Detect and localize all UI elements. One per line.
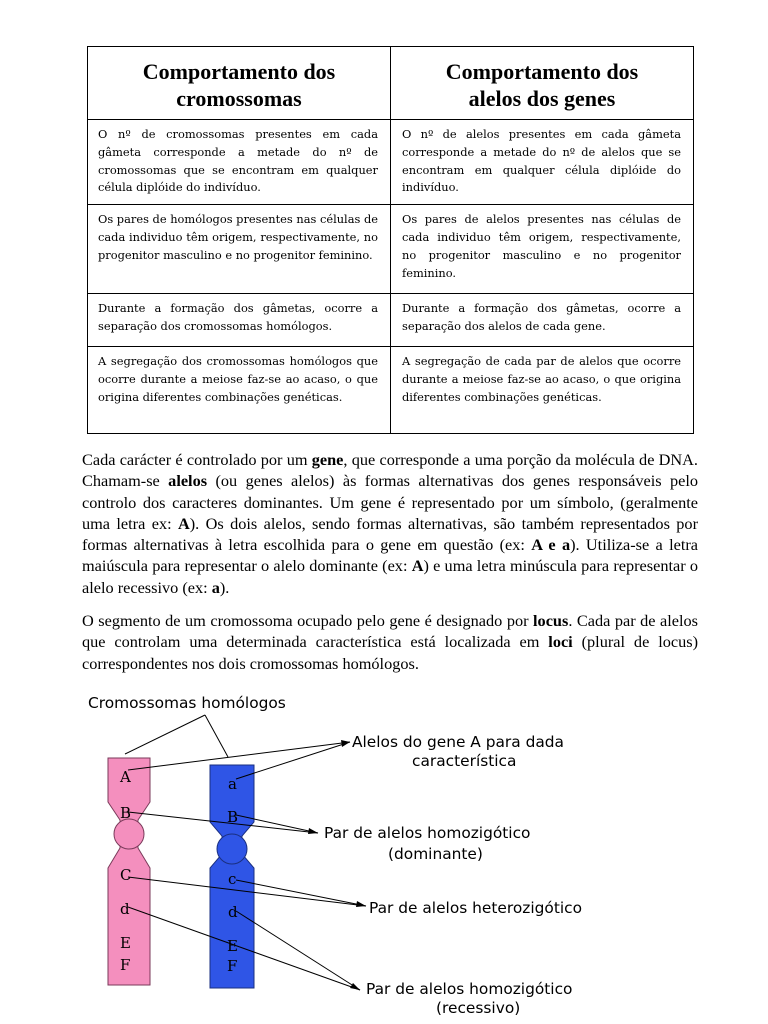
pink-centromere (114, 819, 144, 849)
table-cell: O nº de alelos presentes em cada gâmeta corresponde a metade do nº de alelos que se encontram em qualquer célula diplóide do indivíduo. (391, 120, 694, 205)
comparison-table (87, 46, 694, 434)
label-homozygous-dominant: Par de alelos homozigótico (324, 824, 531, 842)
header-chromosomes: Comportamento dos cromossomas (88, 47, 391, 120)
label-alleles-gene-a: Alelos do gene A para dada (352, 733, 564, 751)
paragraph-locus: O segmento de um cromossoma ocupado pelo gene é designado por locus. Cada par de alelos que controlam uma determinada característica está localizada em loci (plural de locus) correspondentes nos dois cromossomas homólogos. (82, 611, 698, 673)
paragraph-gene-alleles: Cada carácter é controlado por um gene, que corresponde a uma porção da molécula de DNA. Chamam-se alelos (ou genes alelos) às formas alternativas dos genes responsáveis pelo controlo dos caracteres dominantes. Um gene é representado por um símbolo, (geralmente uma letra ex: A). Os dois alelos, sendo formas alternativas, são também representados por formas alternativas à letra escolhida para o gene em questão (ex: A e a). Utiliza-se a letra maiúscula para representar o alelo dominante (ex: A) e uma letra minúscula para representar o alelo recessivo (ex: a). (82, 450, 699, 597)
label-homozygous-recessive: Par de alelos homozigótico (366, 980, 573, 998)
table-cell: O nº de cromossomas presentes em cada gâmeta corresponde a metade do nº de cromossomas que se encontram em qualquer célula diplóide do indivíduo. (88, 120, 391, 205)
label-homozygous-dominant-line2: (dominante) (388, 845, 483, 863)
header-alleles: Comportamento dos alelos dos genes (391, 47, 694, 120)
pink-allele-letter: F (120, 956, 131, 974)
pink-allele-letter: A (120, 768, 131, 786)
blue-allele-letter: E (227, 937, 238, 955)
label-homozygous-recessive-line2: (recessivo) (436, 999, 521, 1017)
title-pointer-line (205, 715, 228, 757)
blue-allele-letter: c (228, 870, 237, 888)
blue-allele-letter: F (227, 957, 238, 975)
label-heterozygous: Par de alelos heterozigótico (369, 899, 583, 917)
table-cell: Durante a formação dos gâmetas, ocorre a separação dos alelos de cada gene. (391, 294, 694, 347)
table-cell: A segregação de cada par de alelos que ocorre durante a meiose faz-se ao acaso, o que origina diferentes combinações genéticas. (391, 347, 694, 434)
pink-allele-letter: C (120, 866, 132, 884)
table-cell: A segregação dos cromossomas homólogos que ocorre durante a meiose faz-se ao acaso, o que origina diferentes combinações genéticas. (88, 347, 391, 434)
table-row (88, 294, 694, 347)
table-header-row (88, 47, 694, 120)
blue-allele-letter: B (227, 808, 239, 826)
blue-allele-letter: a (228, 775, 237, 793)
arrowheads (308, 740, 366, 990)
table-cell: Os pares de alelos presentes nas células de cada individuo têm origem, respectivamente, no progenitor masculino e no progenitor feminino. (391, 205, 694, 294)
label-alleles-gene-a-line2: característica (412, 752, 517, 770)
title-pointer-line (125, 715, 205, 754)
table-row (88, 205, 694, 294)
table-cell: Durante a formação dos gâmetas, ocorre a separação dos cromossomas homólogos. (88, 294, 391, 347)
blue-allele-letter: d (228, 903, 238, 921)
diagram-title: Cromossomas homólogos (88, 694, 286, 712)
table-row (88, 347, 694, 434)
pink-allele-letter: B (120, 804, 132, 822)
pink-allele-letter: d (120, 900, 130, 918)
homologous-chromosomes-diagram (0, 680, 768, 1024)
blue-centromere (217, 834, 247, 864)
table-row (88, 120, 694, 205)
table-cell: Os pares de homólogos presentes nas células de cada individuo têm origem, respectivamente, no progenitor masculino e no progenitor feminino. (88, 205, 391, 294)
pink-allele-letter: E (120, 934, 131, 952)
